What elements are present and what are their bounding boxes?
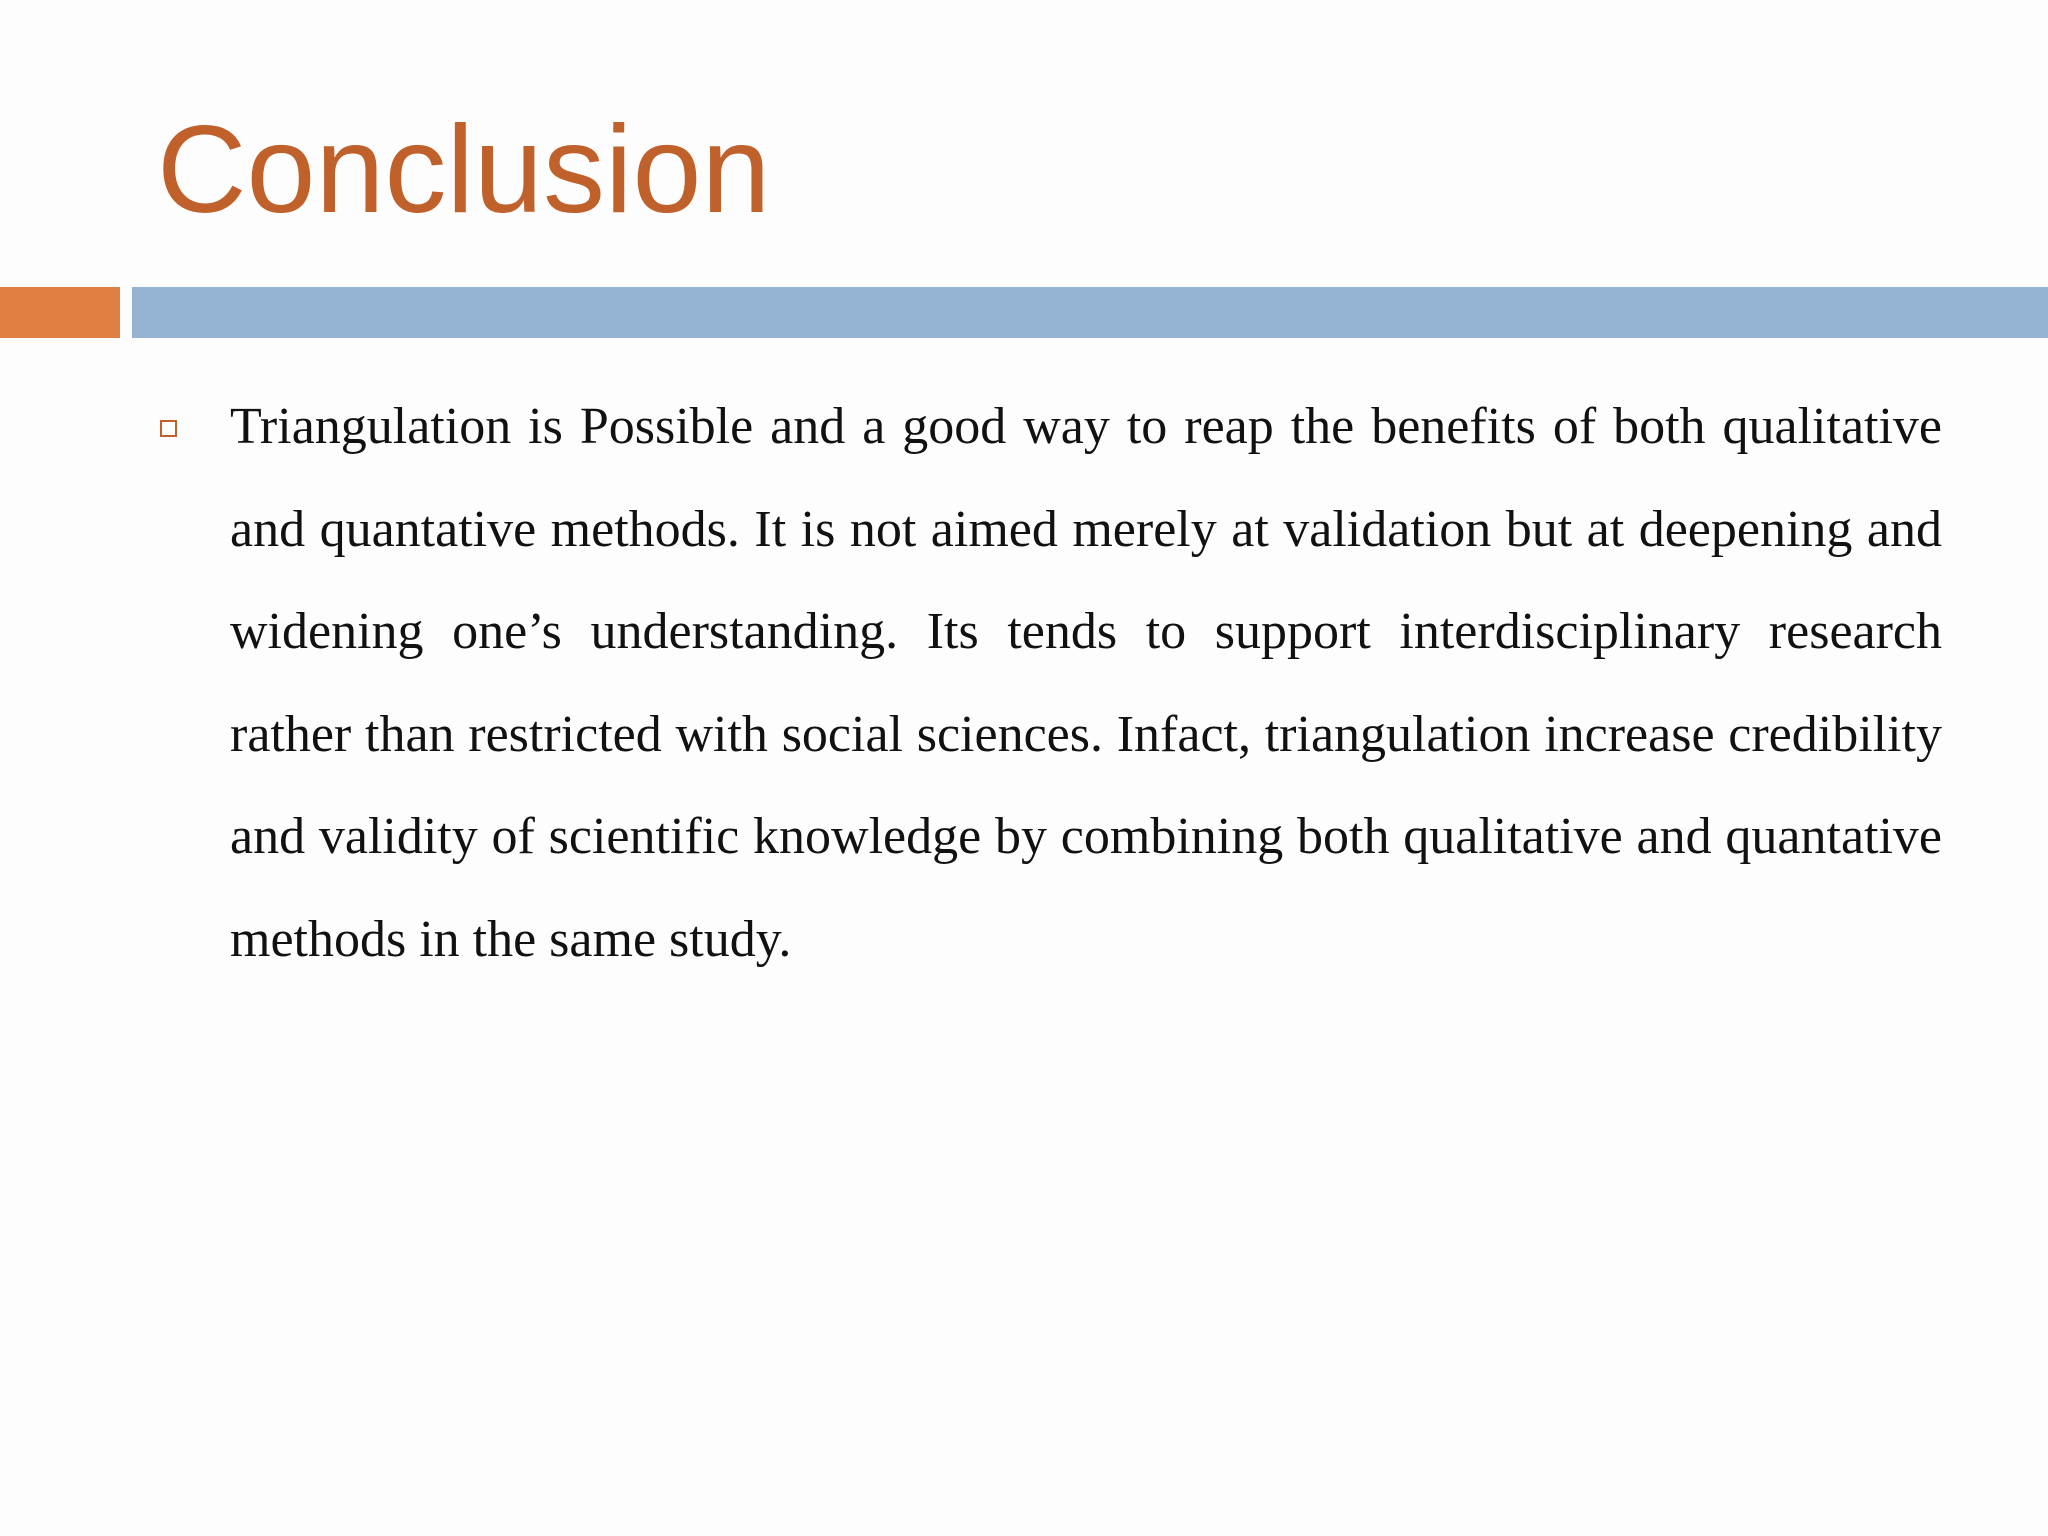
accent-bar-blue [132,287,2048,338]
slide-title: Conclusion [157,101,771,239]
bullet-item [160,376,1942,991]
slide-content [160,376,1942,991]
bullet-text: Triangulation is Possible and a good way to reap the benefits of both qualitative and quantative methods. It is not aimed merely at validation but at deepening and widening one’s understanding. Its tends to support interdisciplinary research rather than restricted with social sciences. Infact, triangulation increase credibility and validity of scientific knowledge by combining both qualitative and quantative methods in the same study. [230,398,1942,968]
accent-bar-orange [0,287,120,338]
hollow-square-bullet-icon [160,420,177,437]
